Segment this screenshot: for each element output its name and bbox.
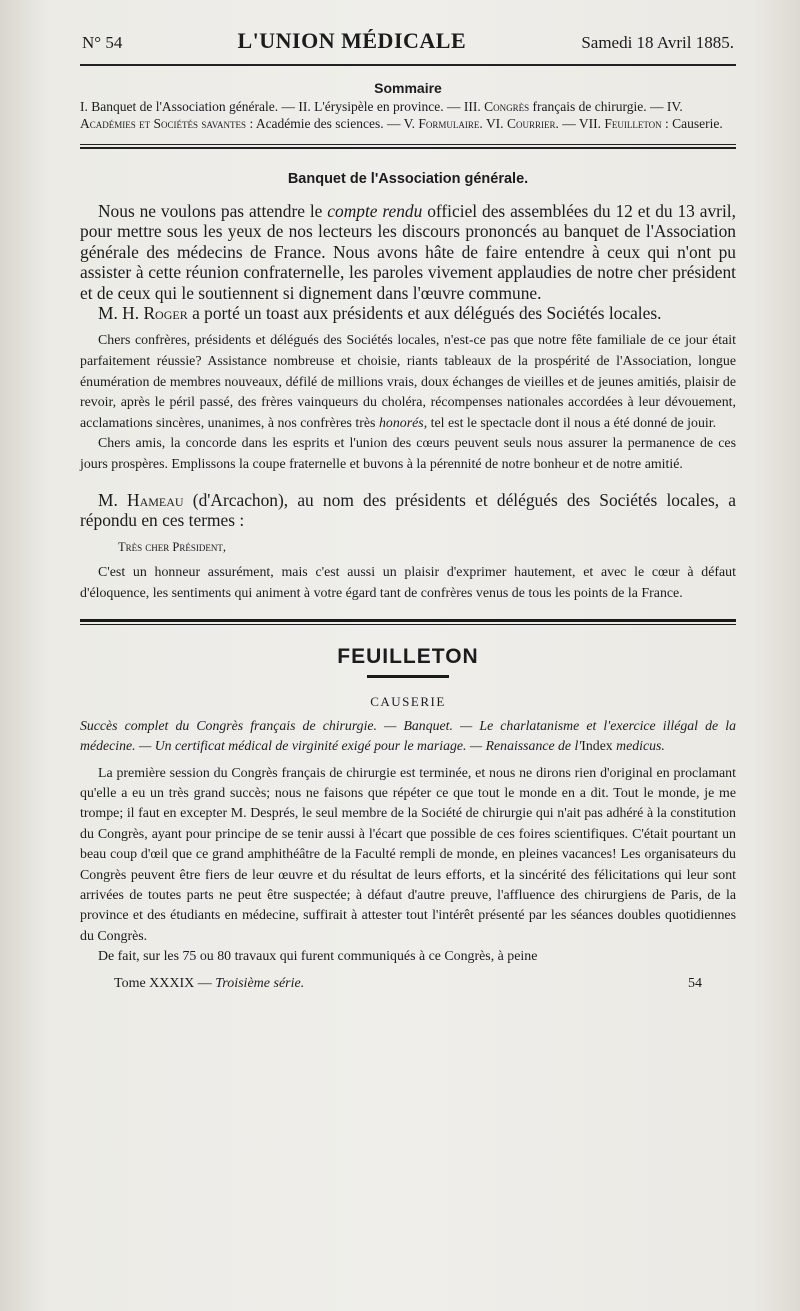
- running-header: [80, 28, 736, 66]
- feuilleton-divider: [80, 619, 736, 625]
- page-number: 54: [688, 975, 702, 991]
- speech-text: , tel est le spectacle dont il nous a été donné de jouir.: [423, 415, 717, 431]
- hameau-text: M.: [98, 489, 118, 510]
- causerie-body: [80, 764, 736, 968]
- title-underline: [367, 675, 449, 678]
- feuilleton-title: FEUILLETON: [337, 644, 479, 668]
- intro-italic: compte rendu: [327, 201, 423, 221]
- intro-paragraph: [80, 201, 736, 303]
- speech-paragraph: C'est un honneur assurément, mais c'est aussi un plaisir d'exprimer hautement, et avec le cœur à défaut d'éloquence, les sentiments qui animent à votre égard tant de confrères venus de tous les points de la France.: [80, 565, 736, 601]
- causerie-paragraph: De fait, sur les 75 ou 80 travaux qui furent communiqués à ce Congrès, à peine: [98, 949, 538, 965]
- summary-text: Succès complet du Congrès français de chirurgie. — Banquet. — Le charlatanisme et l'exercice illégal de la médecine. — Un certificat médical de virginité exigé pour le mariage. — Renaissance de l': [80, 717, 736, 753]
- sommaire-text: . — VII.: [555, 116, 601, 131]
- summary-roman: Index: [581, 737, 613, 753]
- salutation: Très cher Président,: [118, 540, 226, 555]
- hameau-speech: [80, 563, 736, 604]
- roger-text: M. H.: [98, 303, 140, 324]
- sommaire-smallcaps: Courrier: [506, 116, 556, 131]
- section-divider: [80, 144, 736, 149]
- roger-paragraph: [80, 303, 736, 323]
- page-footer: [80, 976, 736, 992]
- banquet-intro: [80, 201, 736, 323]
- hameau-name: Hameau: [127, 489, 184, 510]
- causerie-subtitle: CAUSERIE: [370, 693, 446, 709]
- speech-italic: honorés: [378, 415, 424, 431]
- sommaire-smallcaps: Académies et Sociétés savantes: [80, 116, 247, 131]
- sommaire-text: I. Banquet de l'Association générale. — II. L'érysipèle en province. — III.: [80, 99, 481, 114]
- banquet-title: Banquet de l'Association générale.: [287, 171, 529, 187]
- roger-name: Roger: [143, 303, 188, 324]
- sommaire-text: VI.: [485, 116, 504, 131]
- summary-text: medicus.: [616, 737, 665, 753]
- footer-tome: [114, 976, 304, 992]
- sommaire-text: : Académie des sciences. — V.: [249, 116, 416, 131]
- issue-number: N° 54: [82, 33, 123, 52]
- causerie-summary: [80, 716, 736, 756]
- issue-date: Samedi 18 Avril 1885.: [581, 33, 734, 52]
- sommaire-text: .: [479, 116, 483, 131]
- sommaire-smallcaps: Formulaire: [418, 116, 480, 131]
- causerie-paragraph: La première session du Congrès français de chirurgie est terminée, et nous ne dirons rien d'original en proclamant qu'elle a eu un très grand succès; nous ne faisons que répéter ce que tout le monde en a dit. Tout le monde, je me trompe; il faut en excepter M. Després, le seul membre de la Société de chirurgie qui n'ait pas adhéré à la constitution du Congrès, ayant pour principe de se tenir aussi à l'écart que possible de ces foires scientifiques. C'était pourtant un beau coup d'œil que ce grand amphithéâtre de la Faculté rempli de monde, en pleines vacances! Les organisateurs du Congrès peuvent être fiers de leur œuvre et du résultat de leurs efforts, et la sincérité des félicitations qui leur sont arrivées de toutes parts ne peut être suspectée; à défaut d'autre preuve, l'affluence des chirurgiens de Paris, de la province et des étudiants en médecine, suffirait à attester tout l'intérêt présenté par les séances doubles quotidiennes du Congrès.: [80, 765, 736, 944]
- roger-text: a porté un toast aux présidents et aux délégués des Sociétés locales.: [192, 303, 662, 324]
- tome-text: Tome XXXIX —: [114, 975, 212, 991]
- page-content: [80, 28, 736, 992]
- intro-text: Nous ne voulons pas attendre le: [98, 201, 323, 221]
- intro-text: officiel des assemblées du 12 et du 13 avril, pour mettre sous les yeux de nos lecteurs les discours prononcés au banquet de l'Association générale des médecins de France. Nous avons hâte de faire entendre à ceux qui n'ont pu assister à cette réunion confraternelle, les paroles vivement applaudies de notre cher président et de ceux qui le soutiennent si dignement dans l'œuvre commune.: [80, 201, 736, 303]
- speech-paragraph: Chers amis, la concorde dans les esprits et l'union des cœurs peuvent seuls nous assurer la permanence de ces jours prospères. Emplissons la coupe fraternelle et buvons à la pérennité de notre bonheur et de notre amitié.: [80, 436, 736, 472]
- hameau-intro: [80, 490, 736, 531]
- journal-title: L'UNION MÉDICALE: [237, 28, 467, 53]
- sommaire-text: : Causerie.: [665, 116, 723, 131]
- hameau-paragraph: [80, 490, 736, 531]
- hameau-text: (d'Arcachon), au nom des présidents et délégués des Sociétés locales, a répondu en ces termes :: [80, 489, 736, 530]
- sommaire-title: Sommaire: [374, 80, 442, 96]
- speech-text: Chers confrères, présidents et délégués des Sociétés locales, n'est-ce pas que notre fête familiale de ce jour était parfaitement réussie? Assistance nombreuse et choisie, riants tableaux de la prospérité de l'Association, longue énumération de membres nouveaux, défilé de millions vrais, doux échanges de vieilles et de jeunes amitiés, plaisir de revoir, après le péril passé, des frères vainqueurs du choléra, récompenses nationales accordées à leur dévouement, acclamations sincères, unanimes, à nos confrères très: [80, 333, 736, 431]
- roger-speech: [80, 331, 736, 475]
- serie-text: Troisième série.: [215, 975, 305, 991]
- sommaire-list: [80, 98, 736, 132]
- sommaire-text: français de chirurgie. — IV.: [532, 99, 683, 114]
- speech-paragraph: [80, 331, 736, 434]
- sommaire-smallcaps: Feuilleton: [604, 116, 662, 131]
- sommaire-smallcaps: Congrès: [484, 99, 530, 114]
